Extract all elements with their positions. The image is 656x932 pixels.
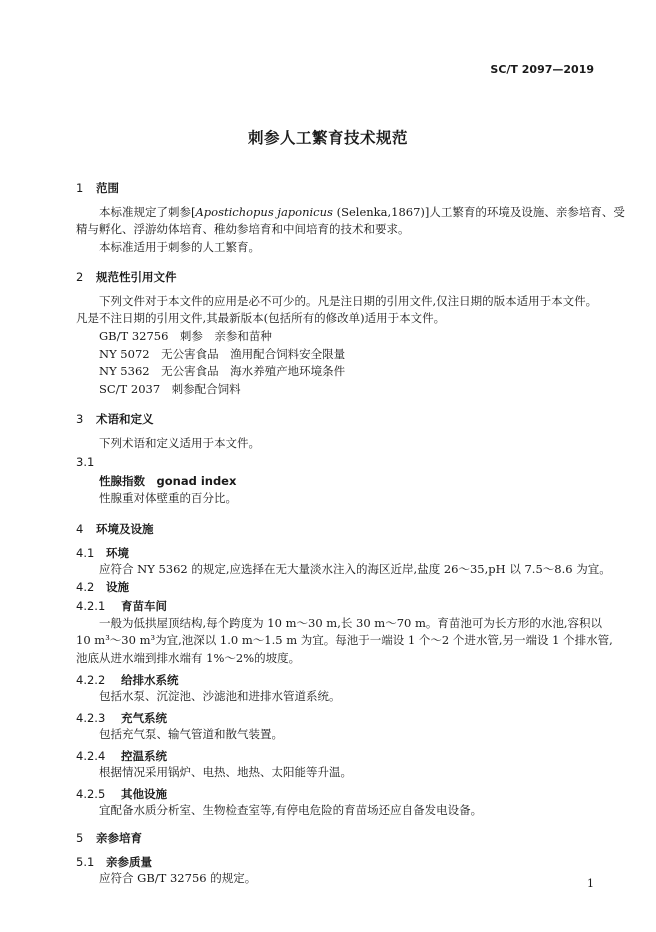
subsection-5-1-heading [76, 854, 152, 870]
reference-item: NY 5072 无公害食品 渔用配合饲料安全限量 [99, 347, 346, 361]
temperature-paragraph: 根据情况采用锅炉、电热、地热、太阳能等升温。 [99, 765, 352, 779]
subsection-4-1-heading [76, 545, 129, 561]
subsection-number: 4.2.3 [76, 711, 106, 725]
section-number: 1 [76, 181, 84, 195]
aeration-paragraph: 包括充气泵、输气管道和散气装置。 [99, 727, 283, 741]
section-2-heading [76, 269, 177, 285]
subsection-number: 4.2.1 [76, 599, 106, 613]
environment-paragraph: 应符合 NY 5362 的规定,应选择在无大量淡水注入的海区近岸,盐度 26～35,pH 以 7.5～8.6 为宜。 [99, 562, 611, 576]
page-number: 1 [587, 877, 594, 890]
water-system-paragraph: 包括水泵、沉淀池、沙滤池和进排水管道系统。 [99, 689, 341, 703]
document-title: 刺参人工繁育技术规范 [247, 129, 408, 147]
subsection-title: 其他设施 [121, 787, 167, 801]
workshop-paragraph-line-1: 一般为低拱屋顶结构,每个跨度为 10 m～30 m,长 30 m～70 m。育苗池可为长方形的水池,容积以 [99, 616, 603, 630]
section-5-heading [76, 830, 142, 846]
section-title: 亲参培育 [96, 831, 142, 845]
other-facilities-paragraph: 宜配备水质分析室、生物检查室等,有停电危险的育苗场还应自备发电设备。 [99, 803, 483, 817]
subsection-title: 育苗车间 [121, 599, 167, 613]
section-number: 4 [76, 522, 84, 536]
reference-item: GB/T 32756 刺参 亲参和苗种 [99, 329, 272, 343]
subsection-title: 亲参质量 [106, 855, 152, 869]
scope-paragraph-line-1 [99, 204, 625, 221]
term-definition: 性腺重对体壁重的百分比。 [99, 491, 237, 505]
reference-item: NY 5362 无公害食品 海水养殖产地环境条件 [99, 364, 346, 378]
subsection-number: 4.2 [76, 580, 95, 594]
subsection-title: 设施 [106, 580, 129, 594]
subsection-title: 充气系统 [121, 711, 167, 725]
subsection-4-2-3-heading [76, 710, 167, 726]
section-number: 2 [76, 270, 84, 284]
term-number: 3.1 [76, 455, 95, 469]
section-title: 术语和定义 [96, 412, 154, 426]
term-name: 性腺指数 gonad index [99, 474, 237, 488]
section-1-heading [76, 180, 119, 196]
subsection-number: 4.2.2 [76, 673, 106, 687]
subsection-title: 控温系统 [121, 749, 167, 763]
subsection-4-2-heading [76, 579, 129, 595]
references-paragraph-line-1: 下列文件对于本文件的应用是必不可少的。凡是注日期的引用文件,仅注日期的版本适用于本文件。 [99, 294, 598, 308]
subsection-number: 4.1 [76, 546, 95, 560]
section-title: 规范性引用文件 [96, 270, 177, 284]
subsection-4-2-4-heading [76, 748, 167, 764]
subsection-number: 5.1 [76, 855, 95, 869]
text-run: 本标准规定了刺参[ [99, 205, 196, 219]
subsection-number: 4.2.4 [76, 749, 106, 763]
reference-item: SC/T 2037 刺参配合饲料 [99, 382, 241, 396]
terms-intro: 下列术语和定义适用于本文件。 [99, 436, 260, 450]
workshop-paragraph-line-2: 10 m³～30 m³为宜,池深以 1.0 m～1.5 m 为宜。每池于一端设 1 个～2 个进水管,另一端设 1 个排水管, [76, 633, 613, 647]
section-number: 5 [76, 831, 84, 845]
section-4-heading [76, 521, 154, 537]
section-3-heading [76, 411, 154, 427]
subsection-title: 环境 [106, 546, 129, 560]
workshop-paragraph-line-3: 池底从进水端到排水端有 1%～2%的坡度。 [76, 651, 301, 665]
subsection-4-2-5-heading [76, 786, 167, 802]
subsection-4-2-1-heading [76, 598, 167, 614]
section-title: 环境及设施 [96, 522, 154, 536]
subsection-number: 4.2.5 [76, 787, 106, 801]
text-run: (Selenka,1867)]人工繁育的环境及设施、亲参培育、受 [332, 205, 625, 219]
scope-paragraph-line-2: 精与孵化、浮游幼体培育、稚幼参培育和中间培育的技术和要求。 [76, 222, 410, 236]
references-paragraph-line-2: 凡是不注日期的引用文件,其最新版本(包括所有的修改单)适用于本文件。 [76, 311, 446, 325]
standard-code: SC/T 2097—2019 [490, 63, 594, 76]
species-name: Apostichopus japonicus [195, 205, 333, 219]
scope-paragraph-2: 本标准适用于刺参的人工繁育。 [99, 240, 260, 254]
section-title: 范围 [96, 181, 119, 195]
subsection-title: 给排水系统 [121, 673, 179, 687]
section-number: 3 [76, 412, 84, 426]
broodstock-quality-paragraph: 应符合 GB/T 32756 的规定。 [99, 871, 257, 885]
subsection-4-2-2-heading [76, 672, 179, 688]
